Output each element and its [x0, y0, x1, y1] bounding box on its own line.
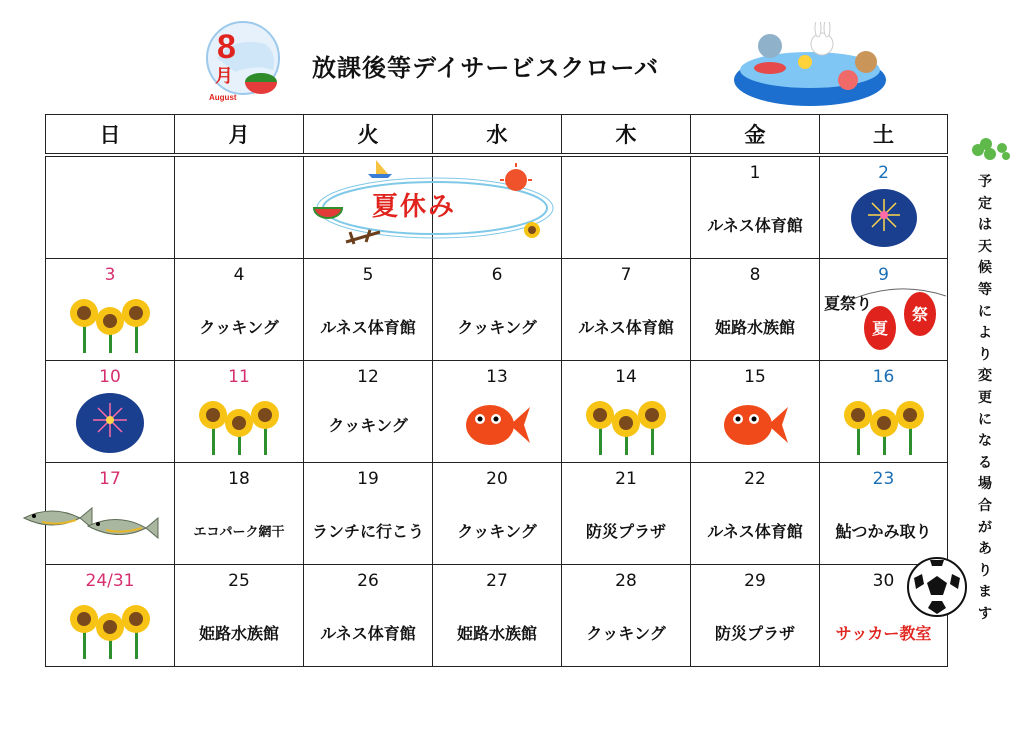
event-label: ルネス体育館 [707, 216, 803, 235]
week-row [46, 361, 948, 463]
event-label: クッキング [457, 318, 537, 337]
event-label: 姫路水族館 [456, 624, 537, 643]
event-label: クッキング [457, 522, 537, 541]
event-label: 姫路水族館 [198, 624, 279, 643]
day-number: 26 [357, 571, 379, 591]
week-row [46, 259, 948, 361]
sunflower-icon [839, 393, 929, 457]
day-cell [820, 155, 948, 259]
day-number: 28 [615, 571, 637, 591]
day-number: 18 [228, 469, 250, 489]
week-row [46, 565, 948, 667]
event-label: クッキング [199, 318, 279, 337]
day-cell [433, 361, 562, 463]
day-cell [433, 259, 562, 361]
day-cell [46, 361, 175, 463]
sunflower-icon [65, 291, 155, 355]
day-cell [46, 155, 175, 259]
day-number: 8 [749, 265, 761, 285]
day-number: 10 [99, 367, 121, 387]
day-number: 24/31 [85, 571, 135, 591]
soccer-ball-icon [906, 556, 968, 618]
day-number: 1 [749, 163, 761, 183]
event-label: 姫路水族館 [714, 318, 795, 337]
event-label: 鮎つかみ取り [835, 522, 932, 541]
weekday-header: 火 [304, 115, 433, 156]
day-cell [304, 259, 433, 361]
goldfish-icon [462, 397, 532, 449]
day-number: 12 [357, 367, 379, 387]
day-number: 5 [362, 265, 374, 285]
goldfish-icon [720, 397, 790, 449]
pool-animals-icon [730, 22, 890, 112]
day-number: 20 [486, 469, 508, 489]
day-cell [175, 565, 304, 667]
weekday-header-row [46, 115, 948, 156]
day-cell [46, 259, 175, 361]
day-number: 7 [620, 265, 632, 285]
day-number: 15 [744, 367, 766, 387]
day-cell [820, 463, 948, 565]
day-cell [175, 259, 304, 361]
side-note: 予定は天候等により変更になる場合があります [978, 174, 992, 622]
day-cell [175, 155, 304, 259]
svg-text:夏: 夏 [872, 319, 889, 338]
day-cell [820, 361, 948, 463]
svg-text:August: August [209, 93, 237, 102]
day-number: 22 [744, 469, 766, 489]
day-number: 21 [615, 469, 637, 489]
sweetfish-icon [22, 500, 162, 555]
clover-icon [968, 136, 1012, 166]
event-label: クッキング [328, 416, 408, 435]
day-cell [562, 463, 691, 565]
weekday-header: 土 [820, 115, 948, 156]
weekday-header: 金 [691, 115, 820, 156]
natsuyasumi-text: 夏休み [372, 192, 457, 222]
event-label: クッキング [586, 624, 666, 643]
day-cell [433, 463, 562, 565]
day-number: 27 [486, 571, 508, 591]
day-cell [46, 565, 175, 667]
day-cell [691, 155, 820, 259]
day-cell [691, 259, 820, 361]
event-label: ルネス体育館 [320, 318, 416, 337]
event-label: エコパーク網干 [193, 525, 285, 540]
day-cell [691, 463, 820, 565]
event-label: 防災プラザ [714, 624, 795, 643]
event-label: サッカー教室 [835, 624, 932, 643]
august-badge-icon [195, 18, 287, 104]
day-cell [562, 361, 691, 463]
weekday-header: 水 [433, 115, 562, 156]
day-cell [433, 565, 562, 667]
svg-text:祭: 祭 [912, 305, 929, 324]
event-label: ルネス体育館 [578, 318, 674, 337]
day-cell [304, 565, 433, 667]
day-number: 9 [878, 265, 889, 285]
svg-text:月: 月 [215, 66, 233, 87]
day-cell [562, 259, 691, 361]
day-number: 11 [228, 367, 250, 387]
day-number: 4 [233, 265, 245, 285]
event-label: ルネス体育館 [320, 624, 416, 643]
day-number: 30 [872, 571, 895, 591]
day-number: 16 [872, 367, 895, 387]
sunflower-icon [65, 597, 155, 661]
sunflower-icon [581, 393, 671, 457]
day-cell [175, 463, 304, 565]
day-number: 25 [228, 571, 250, 591]
event-label: 防災プラザ [585, 522, 666, 541]
weekday-header: 月 [175, 115, 304, 156]
event-label: 夏祭り [824, 294, 873, 313]
day-number: 2 [878, 163, 889, 183]
svg-text:8: 8 [217, 28, 236, 66]
day-number: 23 [872, 469, 895, 489]
weekday-header: 日 [46, 115, 175, 156]
day-cell [562, 565, 691, 667]
day-number: 6 [491, 265, 503, 285]
day-number: 13 [486, 367, 508, 387]
lantern-icon [850, 278, 946, 358]
day-cell [691, 565, 820, 667]
sunflower-icon [194, 393, 284, 457]
day-cell [175, 361, 304, 463]
event-label: ランチに行こう [311, 522, 424, 541]
day-cell [304, 463, 433, 565]
day-number: 14 [615, 367, 637, 387]
week-row [46, 463, 948, 565]
natsuyasumi-banner [310, 158, 560, 250]
event-label: ルネス体育館 [707, 522, 803, 541]
fireworks-icon [74, 391, 146, 455]
day-number: 19 [357, 469, 379, 489]
day-cell [691, 361, 820, 463]
day-cell [304, 361, 433, 463]
day-number: 17 [99, 469, 121, 489]
day-number: 3 [104, 265, 116, 285]
weekday-header: 木 [562, 115, 691, 156]
page-title: 放課後等デイサービスクローバ [312, 54, 660, 82]
fireworks-icon [849, 187, 919, 249]
day-number: 29 [744, 571, 766, 591]
day-cell [562, 155, 691, 259]
